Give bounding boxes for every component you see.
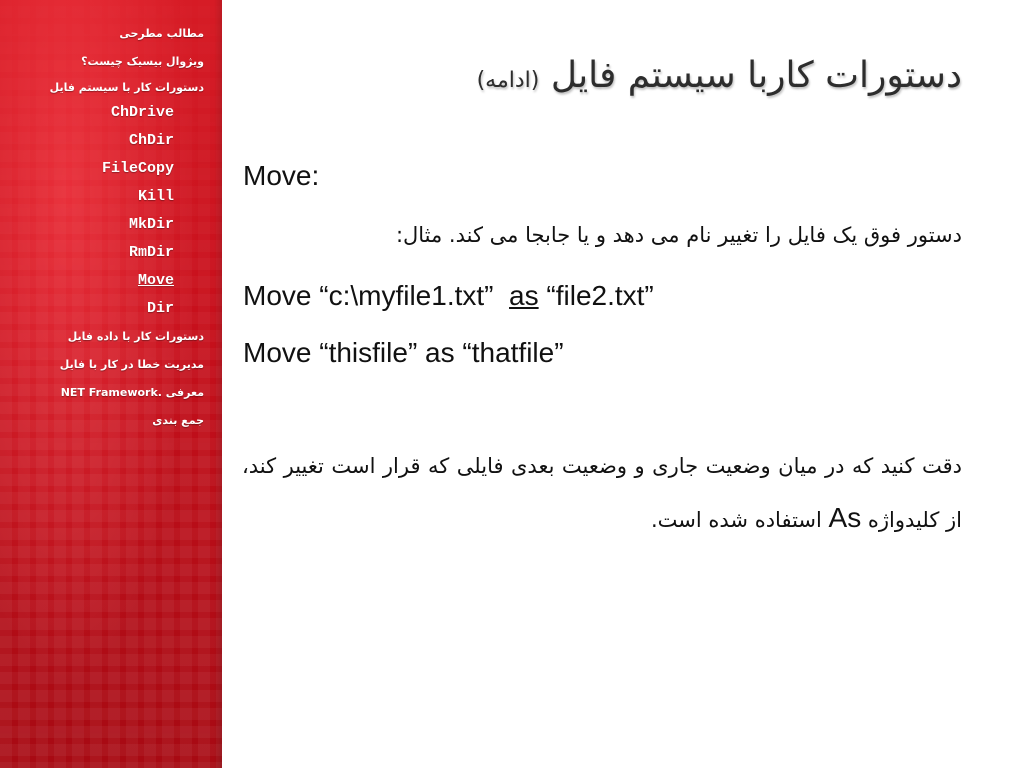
example-1-keyword: as [509, 280, 539, 311]
sidebar [0, 0, 222, 768]
sidebar-item-5[interactable]: FileCopy [101, 160, 174, 177]
note-before: دقت کنید که در میان وضعیت جاری و وضعیت بعدی فایلی که قرار است تغییر کند، از کلیدواژه [242, 454, 962, 532]
sidebar-item-0[interactable]: مطالب مطرحی [119, 27, 204, 40]
sidebar-item-7[interactable]: MkDir [128, 216, 174, 233]
example-1-part2: “file2.txt” [546, 280, 654, 311]
slide-title [477, 55, 962, 96]
slide-title-suffix: (ادامه) [476, 68, 540, 93]
sidebar-item-3[interactable]: ChDrive [110, 104, 174, 121]
slide-title-main: دستورات کاربا سیستم فایل [550, 55, 962, 96]
note-paragraph [242, 440, 962, 546]
example-line-2: Move “thisfile” as “thatfile” [243, 337, 564, 368]
sidebar-item-10[interactable]: Dir [146, 300, 174, 317]
sidebar-item-12[interactable]: مدیریت خطا در کار با فایل [59, 358, 204, 371]
sidebar-item-4[interactable]: ChDir [128, 132, 174, 149]
sidebar-item-1[interactable]: ویژوال بیسیک چیست؟ [81, 55, 204, 68]
command-heading: Move: [243, 160, 320, 191]
sidebar-item-8[interactable]: RmDir [128, 244, 174, 261]
sidebar-item-14[interactable]: جمع بندی [152, 414, 204, 427]
sidebar-item-13[interactable]: معرفی .NET Framework [60, 386, 204, 399]
sidebar-nav [0, 20, 204, 435]
command-description: دستور فوق یک فایل را تغییر نام می دهد و یا جابجا می کند. مثال: [395, 223, 962, 247]
example-line-1 [243, 280, 654, 312]
note-after: استفاده شده است. [651, 508, 822, 532]
example-1-part1: Move “c:\myfile1.txt” [243, 280, 494, 311]
sidebar-item-11[interactable]: دستورات کار با داده فایل [67, 330, 204, 343]
sidebar-item-2[interactable]: دستورات کار با سیستم فایل [49, 81, 204, 94]
sidebar-item-6[interactable]: Kill [137, 188, 174, 205]
note-keyword: As [828, 502, 862, 533]
sidebar-edge [214, 0, 222, 768]
sidebar-item-9[interactable]: Move [137, 272, 174, 289]
